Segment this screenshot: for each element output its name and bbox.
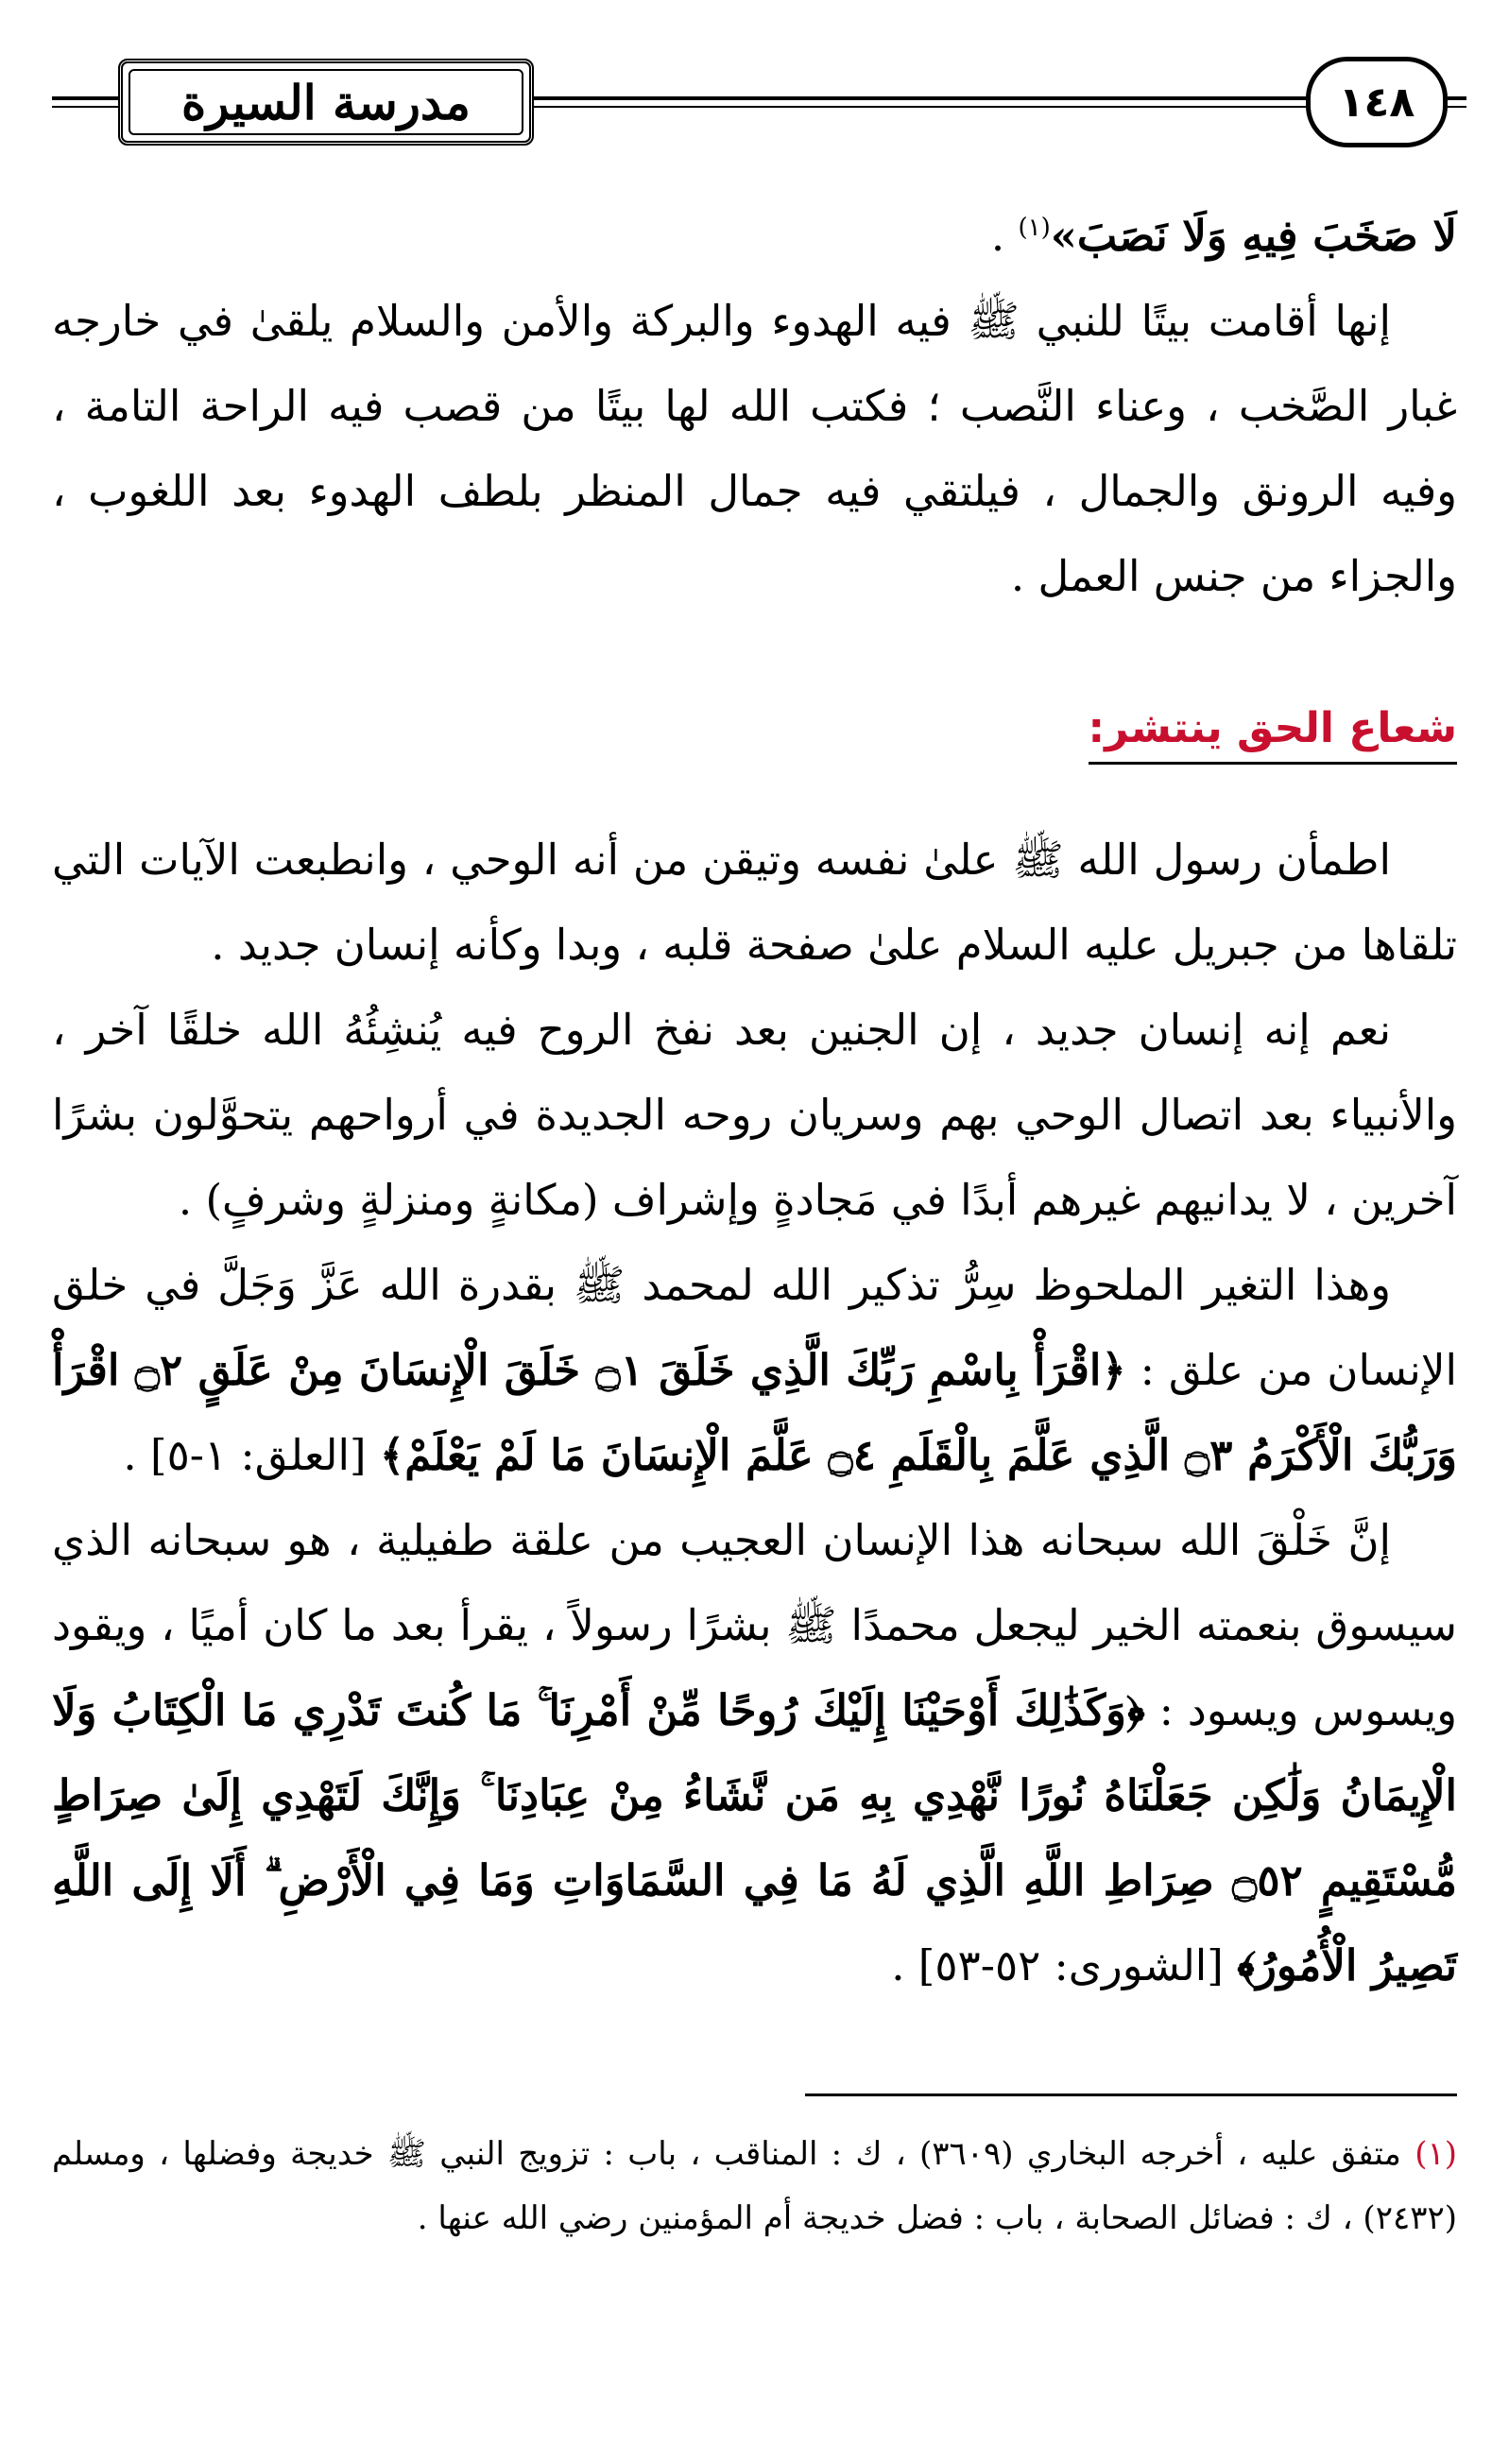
footnote-text: متفق عليه ، أخرجه البخاري (٣٦٠٩) ، ك : المناقب ، باب : تزويج النبي ﷺ خديجة وفضلها ، ومسلم (٢٤٣٢) ، ك : فضائل الصحابة ، باب : فضل خديجة أم المؤمنين رضي الله عنها . bbox=[52, 2135, 1457, 2237]
page-number: ١٤٨ bbox=[1338, 78, 1415, 127]
paragraph-4-text: وهذا التغير الملحوظ سِرُّ تذكير الله لمحمد ﷺ بقدرة الله عَزَّ وَجَلَّ في خلق الإنسان من علق : bbox=[52, 1260, 1457, 1395]
footnote-ref[interactable]: (١) bbox=[1018, 214, 1051, 242]
paragraph-5-ref: [الشورى: ٥٢-٥٣] . bbox=[891, 1940, 1224, 1990]
paragraph-4 bbox=[52, 1243, 1457, 1498]
section-heading: شعاع الحق ينتشر: bbox=[1089, 704, 1457, 765]
footnote-number: (١) bbox=[1415, 2135, 1457, 2173]
quote-end-dot: . bbox=[990, 211, 1005, 261]
header-rule-left-thin bbox=[52, 106, 118, 108]
header-rule-middle bbox=[534, 96, 1306, 100]
footnote bbox=[52, 2122, 1457, 2250]
text-block-main bbox=[52, 818, 1457, 2008]
header-rule-right-thin bbox=[1448, 106, 1466, 108]
header-rule-left bbox=[52, 96, 118, 100]
paragraph-5 bbox=[52, 1498, 1457, 2008]
header-rule-middle-thin bbox=[534, 106, 1306, 108]
paragraph-2: اطمأن رسول الله ﷺ علىٰ نفسه وتيقن من أنه الوحي ، وانطبعت الآيات التي تلقاها من جبريل عليه السلام علىٰ صفحة قلبه ، وبدا وكأنه إنسان جديد . bbox=[52, 835, 1457, 970]
paragraph-4-ref: [العلق: ١-٥] . bbox=[123, 1430, 367, 1480]
paragraph-1: إنها أقامت بيتًا للنبي ﷺ فيه الهدوء والبركة والأمن والسلام يلقىٰ في خارجه غبار الصَّخب ، وعناء النَّصب ؛ فكتب الله لها بيتًا من قصب فيه الراحة التامة ، وفيه الرونق والجمال ، فيلتقي فيه جمال المنظر بلطف الهدوء بعد اللغوب ، والجزاء من جنس العمل . bbox=[52, 296, 1457, 601]
book-title: مدرسة السيرة bbox=[181, 74, 471, 130]
paragraph-5-text: إنَّ خَلْقَ الله سبحانه هذا الإنسان العجيب من علقة طفيلية ، هو سبحانه الذي سيسوق بنعمته الخير ليجعل محمدًا ﷺ بشرًا رسولاً ، يقرأ بعد ما كان أميًا ، ويقود ويسوس ويسود : bbox=[52, 1515, 1457, 1735]
page-number-frame bbox=[1306, 57, 1448, 147]
page-header bbox=[52, 47, 1466, 161]
paragraph-3: نعم إنه إنسان جديد ، إن الجنين بعد نفخ الروح فيه يُنشِئُهُ الله خلقًا آخر ، والأنبياء بعد اتصال الوحي بهم وسريان روحه الجديدة في أرواحهم يتحوَّلون بشرًا آخرين ، لا يدانيهم غيرهم أبدًا في مَجادةٍ وإشراف (مكانةٍ ومنزلةٍ وشرفٍ) . bbox=[52, 1005, 1457, 1225]
continuation-line bbox=[52, 194, 1457, 279]
book-title-frame bbox=[118, 59, 534, 146]
header-rule-right bbox=[1448, 96, 1466, 100]
paragraph-4-quran: ﴿اقْرَأْ بِاسْمِ رَبِّكَ الَّذِي خَلَقَ ۝١ خَلَقَ الْإِنسَانَ مِنْ عَلَقٍ ۝٢ اقْرَأْ وَرَبُّكَ الْأَكْرَمُ ۝٣ الَّذِي عَلَّمَ بِالْقَلَمِ ۝٤ عَلَّمَ الْإِنسَانَ مَا لَمْ يَعْلَمْ﴾ bbox=[52, 1345, 1457, 1480]
text-block-top bbox=[52, 194, 1457, 619]
quote-end: لَا صَخَبَ فِيهِ وَلَا نَصَبَ» bbox=[1050, 211, 1457, 261]
footnote-separator bbox=[805, 2094, 1457, 2096]
paragraph-5-quran: ﴿وَكَذَٰلِكَ أَوْحَيْنَا إِلَيْكَ رُوحًا مِّنْ أَمْرِنَا ۚ مَا كُنتَ تَدْرِي مَا الْكِتَابُ وَلَا الْإِيمَانُ وَلَٰكِن جَعَلْنَاهُ نُورًا نَّهْدِي بِهِ مَن نَّشَاءُ مِنْ عِبَادِنَا ۚ وَإِنَّكَ لَتَهْدِي إِلَىٰ صِرَاطٍ مُّسْتَقِيمٍ ۝٥٢ صِرَاطِ اللَّهِ الَّذِي لَهُ مَا فِي السَّمَاوَاتِ وَمَا فِي الْأَرْضِ ۗ أَلَا إِلَى اللَّهِ تَصِيرُ الْأُمُورُ﴾ bbox=[52, 1685, 1457, 1990]
